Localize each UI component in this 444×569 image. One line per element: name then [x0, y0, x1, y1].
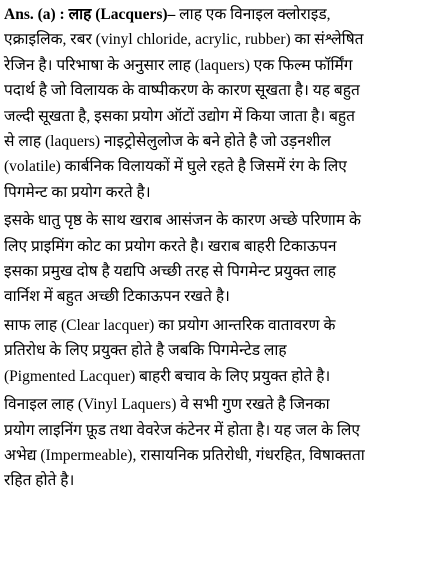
text-line: से लाह (laquers) नाइट्रोसेलुलोज के बने होते है जो उड़नशील [4, 133, 331, 151]
text-line: अभेद्य (Impermeable), रासायनिक प्रतिरोधी, गंधरहित, विषाक्तता [4, 446, 365, 464]
text-line: एक्राइलिक, रबर (vinyl chloride, acrylic, rubber) का संश्लेषित [4, 31, 364, 49]
paragraph-lacquers-definition [4, 2, 440, 205]
text-line: जल्दी सूखता है, इसका प्रयोग ऑटों उद्योग में किया जाता है। बहुत [4, 107, 355, 125]
text-line: रेजिन है। परिभाषा के अनुसार लाह (laquers) एक फिल्म फॉर्मिंग [4, 56, 353, 74]
text-line: इसका प्रमुख दोष है यद्यपि अच्छी तरह से पिगमेन्ट प्रयुक्त लाह [4, 263, 337, 281]
paragraph-adhesion-priming [4, 208, 440, 310]
text-line: साफ लाह (Clear lacquer) का प्रयोग आन्तरिक वातावरण के [4, 316, 336, 334]
answer-heading-line [4, 2, 440, 27]
paragraph-vinyl-lacquers [4, 392, 440, 494]
answer-first-line-text: लाह एक विनाइल क्लोराइड, [179, 6, 331, 23]
text-line: प्रतिरोध के लिए प्रयुक्त होते है जबकि पिगमेन्टेड लाह [4, 342, 287, 360]
paragraph-clear-pigmented [4, 313, 440, 389]
text-line: विनाइल लाह (Vinyl Laquers) वे सभी गुण रखते है जिनका [4, 396, 330, 414]
answer-label: Ans. (a) : [4, 6, 69, 23]
text-line: इसके धातु पृष्ठ के साथ खराब आसंजन के कारण अच्छे परिणाम के [4, 212, 361, 230]
answer-title: लाह (Lacquers)– [68, 6, 180, 23]
text-line: लिए प्राइमिंग कोट का प्रयोग करते है। खराब बाहरी टिकाऊपन [4, 237, 337, 255]
text-line: रहित होते है। [4, 472, 75, 490]
text-line: पदार्थ है जो विलायक के वाष्पीकरण के कारण सूखता है। यह बहुत [4, 82, 360, 100]
text-line: पिगमेन्ट का प्रयोग करते है। [4, 183, 151, 201]
text-line: वार्निश में बहुत अच्छी टिकाऊपन रखते है। [4, 288, 230, 306]
text-line: प्रयोग लाइनिंग फ़ूड तथा वेवरेज कंटेनर में होता है। यह जल के लिए [4, 421, 360, 439]
text-line: (volatile) कार्बनिक विलायकों में घुले रहते है जिसमें रंग के लिए [4, 158, 347, 176]
text-line: (Pigmented Lacquer) बाहरी बचाव के लिए प्रयुक्त होते है। [4, 367, 331, 385]
